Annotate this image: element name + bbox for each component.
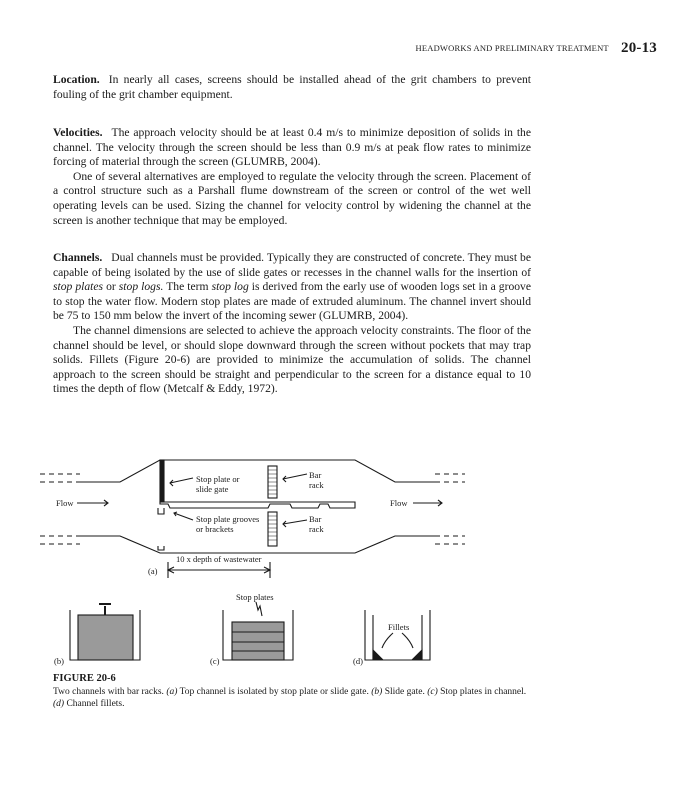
- outlet-dashes: [435, 474, 465, 544]
- label-stop-plate-1: Stop plate or: [196, 474, 240, 484]
- page-number: 20-13: [621, 40, 657, 56]
- channels-paragraph-1: [53, 251, 531, 324]
- running-title: HEADWORKS AND PRELIMINARY TREATMENT: [415, 43, 609, 53]
- velocities-heading: Velocities.: [53, 126, 103, 139]
- term-stop-plates: stop plates: [53, 280, 104, 294]
- fillets: [373, 650, 422, 660]
- leader-stop-plate: [170, 478, 193, 486]
- channels-section: [53, 251, 531, 397]
- label-bar-rack-b1: Bar: [309, 514, 322, 524]
- label-stop-plates: Stop plates: [236, 592, 274, 602]
- term-stop-logs: stop logs.: [118, 280, 164, 294]
- location-text: In nearly all cases, screens should be installed ahead of the grit chambers to prevent fouling of the grit chamber equipment.: [53, 73, 531, 101]
- stop-plate-grooves: [158, 508, 164, 550]
- leader-bar-rack-top: [283, 474, 307, 482]
- caption-a: (a): [166, 686, 178, 697]
- panel-a-label: (a): [148, 566, 158, 576]
- panel-b-label: (b): [54, 656, 64, 666]
- figure-label: FIGURE 20-6: [53, 673, 116, 684]
- leader-bar-rack-bottom: [283, 520, 307, 527]
- running-head: [0, 40, 657, 57]
- label-bar-rack-b2: rack: [309, 524, 324, 534]
- label-flow-left: Flow: [56, 498, 74, 508]
- leader-fillets: [382, 633, 413, 648]
- panel-d-label: (d): [353, 656, 363, 666]
- term-stop-log: stop log: [211, 280, 249, 294]
- caption-text-3: Slide gate.: [382, 686, 428, 697]
- channels-text-c: The term: [163, 280, 212, 294]
- label-grooves-2: or brackets: [196, 524, 234, 534]
- channels-text-a: Dual channels must be provided. Typically they are constructed of concrete. They must be capable of being isolated by the use of slide gates or recesses in the channel walls for the insertion of: [53, 251, 531, 279]
- inlet-dashes: [40, 474, 80, 544]
- stop-plate: [160, 460, 164, 502]
- figure-diagram: [30, 450, 630, 680]
- depth-dimension: [168, 562, 270, 578]
- channels-paragraph-2: The channel dimensions are selected to achieve the approach velocity constraints. The floor of the channel should be level, or should slope downward through the screen without pockets that may trap solids. Fillets (Figure 20-6) are provided to minimize the accumulation of solids. The channel approach to the screen should be straight and perpendicular to the screen for a distance equal to 10 times the depth of flow (Metcalf & Eddy, 1972).: [53, 323, 531, 396]
- channels-heading: Channels.: [53, 251, 103, 264]
- channel-divider: [160, 502, 355, 508]
- leader-stop-plates: [256, 602, 262, 616]
- slide-gate: [78, 615, 133, 660]
- label-fillets: Fillets: [388, 622, 410, 632]
- velocities-paragraph-1: The approach velocity should be at least 0.4 m/s to minimize deposition of solids in the channel. The velocity through the screen should be less than 0.9 m/s at peak flow rates to minimize forcing of material through the screen (GLUMRB, 2004).: [53, 126, 531, 169]
- channel-top-wall: [80, 460, 435, 482]
- caption-text-4: Stop plates in channel.: [437, 686, 527, 697]
- caption-text-2: Top channel is isolated by stop plate or slide gate.: [177, 686, 372, 697]
- location-section: [53, 73, 531, 102]
- velocities-paragraph-2: One of several alternatives are employed to regulate the velocity through the screen. Placement of a control structure such as a Parshall flume downstream of the screen or control of the wet well operating levels can be used. Sizing the channel for velocity control by widening the channel at the screen is another technique that may be employed.: [53, 169, 531, 227]
- velocities-section: [53, 126, 531, 228]
- caption-d: (d): [53, 699, 65, 709]
- leader-grooves: [174, 512, 193, 520]
- label-grooves-1: Stop plate grooves: [196, 514, 260, 524]
- caption-text-5: Channel fillets.: [64, 699, 125, 709]
- channels-text-d: is derived from the early use of wooden logs set in a groove to stop the water flow. Modern stop plates are made of extruded aluminum. The channel invert should be 75 to 150 mm below the invert of the incoming sewer (GLUMRB, 2004).: [53, 280, 531, 323]
- label-bar-rack-a2: rack: [309, 480, 324, 490]
- bar-rack-bottom: [268, 512, 277, 546]
- panel-c-label: (c): [210, 656, 220, 666]
- flow-arrow-left: [77, 500, 108, 506]
- label-flow-right: Flow: [390, 498, 408, 508]
- caption-b: (b): [371, 686, 383, 697]
- figure-caption: [53, 673, 531, 711]
- caption-c: (c): [427, 686, 438, 697]
- label-bar-rack-a1: Bar: [309, 470, 322, 480]
- label-stop-plate-2: slide gate: [196, 484, 229, 494]
- stop-plates-stack: [232, 622, 284, 660]
- label-depth: 10 x depth of wastewater: [176, 554, 262, 564]
- location-heading: Location.: [53, 73, 100, 86]
- caption-text-1: Two channels with bar racks.: [53, 686, 167, 697]
- channels-text-b: or: [103, 280, 119, 294]
- figure-20-6: [30, 450, 630, 680]
- flow-arrow-right: [413, 500, 442, 506]
- channel-bottom-wall: [80, 536, 435, 553]
